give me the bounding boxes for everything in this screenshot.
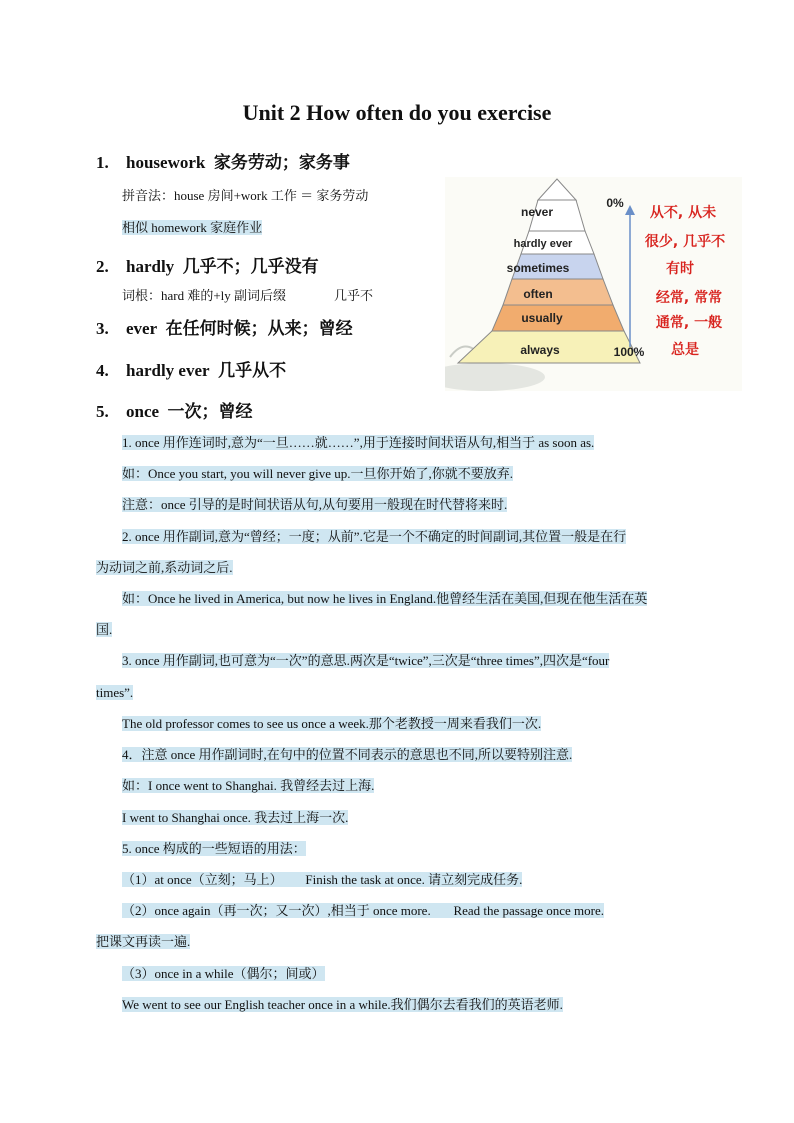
- paragraph-text: 如：Once he lived in America, but now he lives in England.他曾经生活在美国,但现在他生活在英: [122, 591, 648, 606]
- vocab-heading-4: [96, 356, 286, 381]
- paragraph: [96, 558, 233, 578]
- paragraph: [122, 808, 348, 828]
- vocab-number: 5.: [96, 402, 109, 421]
- vocab-word: ever: [126, 319, 158, 338]
- ink-wash-decoration: [445, 363, 545, 391]
- paragraph: [122, 651, 609, 671]
- level-label-always: always: [520, 343, 560, 357]
- axis-label-top: 0%: [606, 196, 624, 210]
- paragraph-text: 如：I once went to Shanghai. 我曾经去过上海.: [122, 778, 375, 793]
- vocab-meaning: 几乎不；几乎没有: [182, 257, 319, 276]
- root-note-text: 词根：hard 难的+ly 副词后缀: [122, 288, 287, 303]
- paragraph: [122, 527, 626, 547]
- paragraph-text: （3）once in a while（偶尔；间或）: [122, 966, 325, 981]
- vocab-meaning: 几乎从不: [218, 361, 287, 380]
- paragraph: [96, 620, 112, 640]
- paragraph: [122, 464, 513, 484]
- root-note: [122, 285, 373, 304]
- level-label-hardly-ever: hardly ever: [513, 238, 573, 250]
- cn-label-hardly-ever: 很少, 几乎不: [644, 234, 726, 250]
- paragraph: [122, 745, 572, 765]
- paragraph-text: 1. once 用作连词时,意为“一旦……就……”,用于连接时间状语从句,相当于 as soon as.: [122, 435, 595, 450]
- vocab-number: 1.: [96, 153, 109, 172]
- paragraph-text: 国.: [96, 622, 113, 637]
- paragraph: [96, 683, 133, 703]
- vocab-heading-2: [96, 252, 319, 277]
- cn-label-usually: 通常, 一般: [655, 315, 723, 331]
- axis-label-bottom: 100%: [613, 345, 645, 359]
- vocab-word: hardly ever: [126, 361, 210, 380]
- level-label-usually: usually: [521, 311, 563, 325]
- paragraph-text: （1）at once（立刻；马上） Finish the task at once. 请立刻完成任务.: [122, 872, 523, 887]
- paragraph: [122, 995, 563, 1015]
- vocab-word: hardly: [126, 257, 175, 276]
- frequency-axis-arrowhead: [625, 205, 635, 215]
- cn-label-often: 经常, 常常: [655, 290, 723, 306]
- paragraph: [122, 964, 325, 984]
- frequency-pyramid-figure: [445, 177, 742, 391]
- vocab-heading-5: [96, 397, 253, 422]
- vocab-number: 4.: [96, 361, 109, 380]
- paragraph-text: We went to see our English teacher once in a while.我们偶尔去看我们的英语老师.: [122, 997, 563, 1012]
- vocab-word: once: [126, 402, 160, 421]
- vocab-number: 3.: [96, 319, 109, 338]
- paragraph: [122, 714, 541, 734]
- vocab-meaning: 一次；曾经: [167, 402, 253, 421]
- paragraph-text: times”.: [96, 685, 134, 700]
- root-note-meaning: 几乎不: [334, 288, 374, 303]
- paragraph: [122, 776, 374, 796]
- vocab-word: housework: [126, 153, 206, 172]
- paragraph: [122, 433, 594, 453]
- paragraph: [96, 932, 190, 952]
- level-label-never: never: [520, 205, 554, 219]
- paragraph-text: 注意：once 引导的是时间状语从句,从句要用一般现在时代替将来时.: [122, 497, 508, 512]
- paragraph-text: I went to Shanghai once. 我去过上海一次.: [122, 810, 349, 825]
- paragraph-text: 4．注意 once 用作副词时,在句中的位置不同表示的意思也不同,所以要特别注意.: [122, 747, 573, 762]
- level-label-often: often: [523, 287, 553, 301]
- pyramid-svg: [445, 177, 742, 391]
- vocab-meaning: 在任何时候；从来；曾经: [165, 319, 353, 338]
- paragraph: [122, 839, 306, 859]
- paragraph-text: 3. once 用作副词,也可意为“一次”的意思.两次是“twice”,三次是“three times”,四次是“four: [122, 653, 610, 668]
- paragraph: [122, 589, 647, 609]
- paragraph-text: 为动词之前,系动词之后.: [96, 560, 233, 575]
- band-often: [503, 279, 613, 305]
- vocab-heading-1: [96, 148, 350, 173]
- paragraph-text: 5. once 构成的一些短语的用法：: [122, 841, 306, 856]
- pinyin-note: 拼音法：house 房间+work 工作 ＝ 家务劳动: [122, 188, 369, 203]
- paragraph-text: The old professor comes to see us once a week.那个老教授一周来看我们一次.: [122, 716, 542, 731]
- pyramid-apex: [538, 179, 576, 200]
- paragraph-text: 把课文再读一遍.: [96, 934, 191, 949]
- paragraph: [122, 901, 604, 921]
- cn-label-never: 从不, 从未: [649, 205, 717, 221]
- vocab-meaning: 家务劳动；家务事: [213, 153, 350, 172]
- paragraph-text: 2. once 用作副词,意为“曾经；一度；从前”.它是一个不确定的时间副词,其位置一般是在行: [122, 529, 627, 544]
- paragraph-text: 如：Once you start, you will never give up.一旦你开始了,你就不要放弃.: [122, 466, 514, 481]
- cn-label-sometimes: 有时: [666, 261, 694, 277]
- similar-note: 相似 homework 家庭作业: [122, 220, 263, 235]
- paragraph: [122, 870, 522, 890]
- page-title: Unit 2 How often do you exercise: [242, 100, 552, 125]
- vocab-number: 2.: [96, 257, 109, 276]
- level-label-sometimes: sometimes: [506, 261, 570, 275]
- similar-note-wrap: [122, 217, 262, 236]
- vocab-heading-3: [96, 314, 353, 339]
- paragraph-text: （2）once again（再一次；又一次）,相当于 once more. Read the passage once more.: [122, 903, 604, 918]
- cn-label-always: 总是: [671, 342, 699, 358]
- paragraph: [122, 495, 507, 515]
